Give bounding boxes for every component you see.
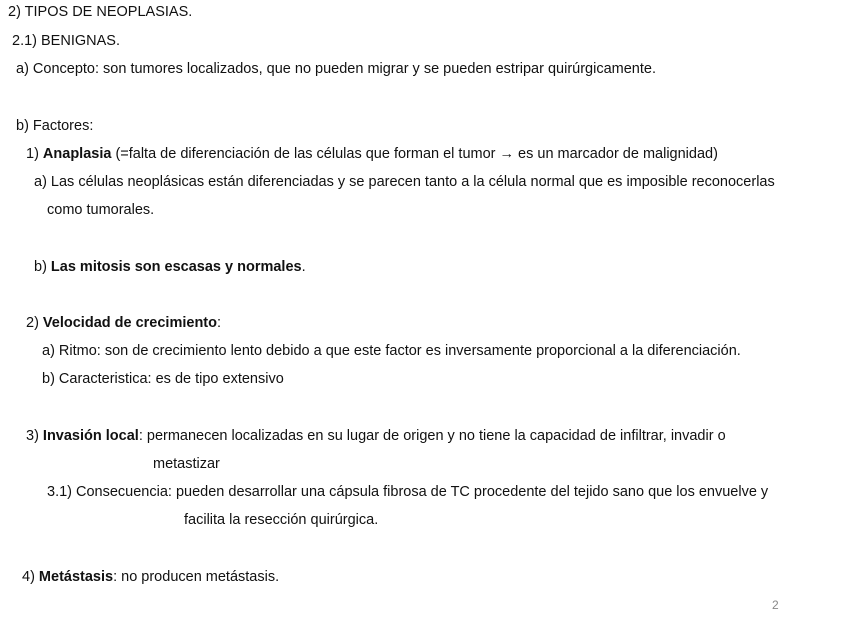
invasion-line1	[26, 427, 726, 445]
anaplasia-a-line1: a) Las células neoplásicas están diferenciadas y se parecen tanto a la célula normal que es imposible reconocerlas	[34, 174, 775, 190]
anaplasia-line	[26, 145, 718, 163]
anaplasia-b-line	[34, 258, 306, 276]
metastasis-prefix: 4)	[22, 569, 39, 585]
invasion-prefix: 3)	[26, 428, 43, 444]
velocidad-a-line: a) Ritmo: son de crecimiento lento debido a que este factor es inversamente proporcional a la diferenciación.	[42, 343, 741, 359]
invasion-line2: metastizar	[153, 456, 220, 472]
subsection-title: 2.1) BENIGNAS.	[12, 33, 120, 49]
factores-heading: b) Factores:	[16, 118, 94, 134]
concepto-line: a) Concepto: son tumores localizados, que no pueden migrar y se pueden estripar quirúrgicamente.	[16, 61, 656, 77]
invasion-term: Invasión local	[42, 428, 139, 444]
metastasis-rest: : no producen metástasis.	[113, 569, 280, 585]
anaplasia-term: Anaplasia	[42, 146, 112, 162]
metastasis-term: Metástasis	[38, 569, 114, 585]
consecuencia-line1: 3.1) Consecuencia: pueden desarrollar una cápsula fibrosa de TC procedente del tejido sano que los envuelve y	[47, 484, 769, 500]
velocidad-prefix: 2)	[26, 315, 43, 331]
velocidad-b-line: b) Caracteristica: es de tipo extensivo	[42, 371, 284, 387]
anaplasia-rest: (=falta de diferenciación de las células que forman el tumor → es un marcador de malignidad)	[111, 146, 718, 162]
page-number: 2	[772, 598, 779, 612]
velocidad-suffix: :	[217, 315, 222, 331]
anaplasia-a-line2: como tumorales.	[47, 202, 155, 218]
velocidad-line	[26, 314, 221, 332]
anaplasia-b-term: Las mitosis son escasas y normales	[50, 259, 302, 275]
section-title: 2) TIPOS DE NEOPLASIAS.	[8, 4, 193, 20]
metastasis-line	[22, 568, 279, 586]
anaplasia-b-suffix: .	[301, 259, 306, 275]
anaplasia-prefix: 1)	[26, 146, 43, 162]
invasion-rest: : permanecen localizadas en su lugar de origen y no tiene la capacidad de infiltrar, invadir o	[138, 428, 726, 444]
anaplasia-b-prefix: b)	[34, 259, 51, 275]
velocidad-term: Velocidad de crecimiento	[42, 315, 217, 331]
consecuencia-line2: facilita la resección quirúrgica.	[184, 512, 379, 528]
